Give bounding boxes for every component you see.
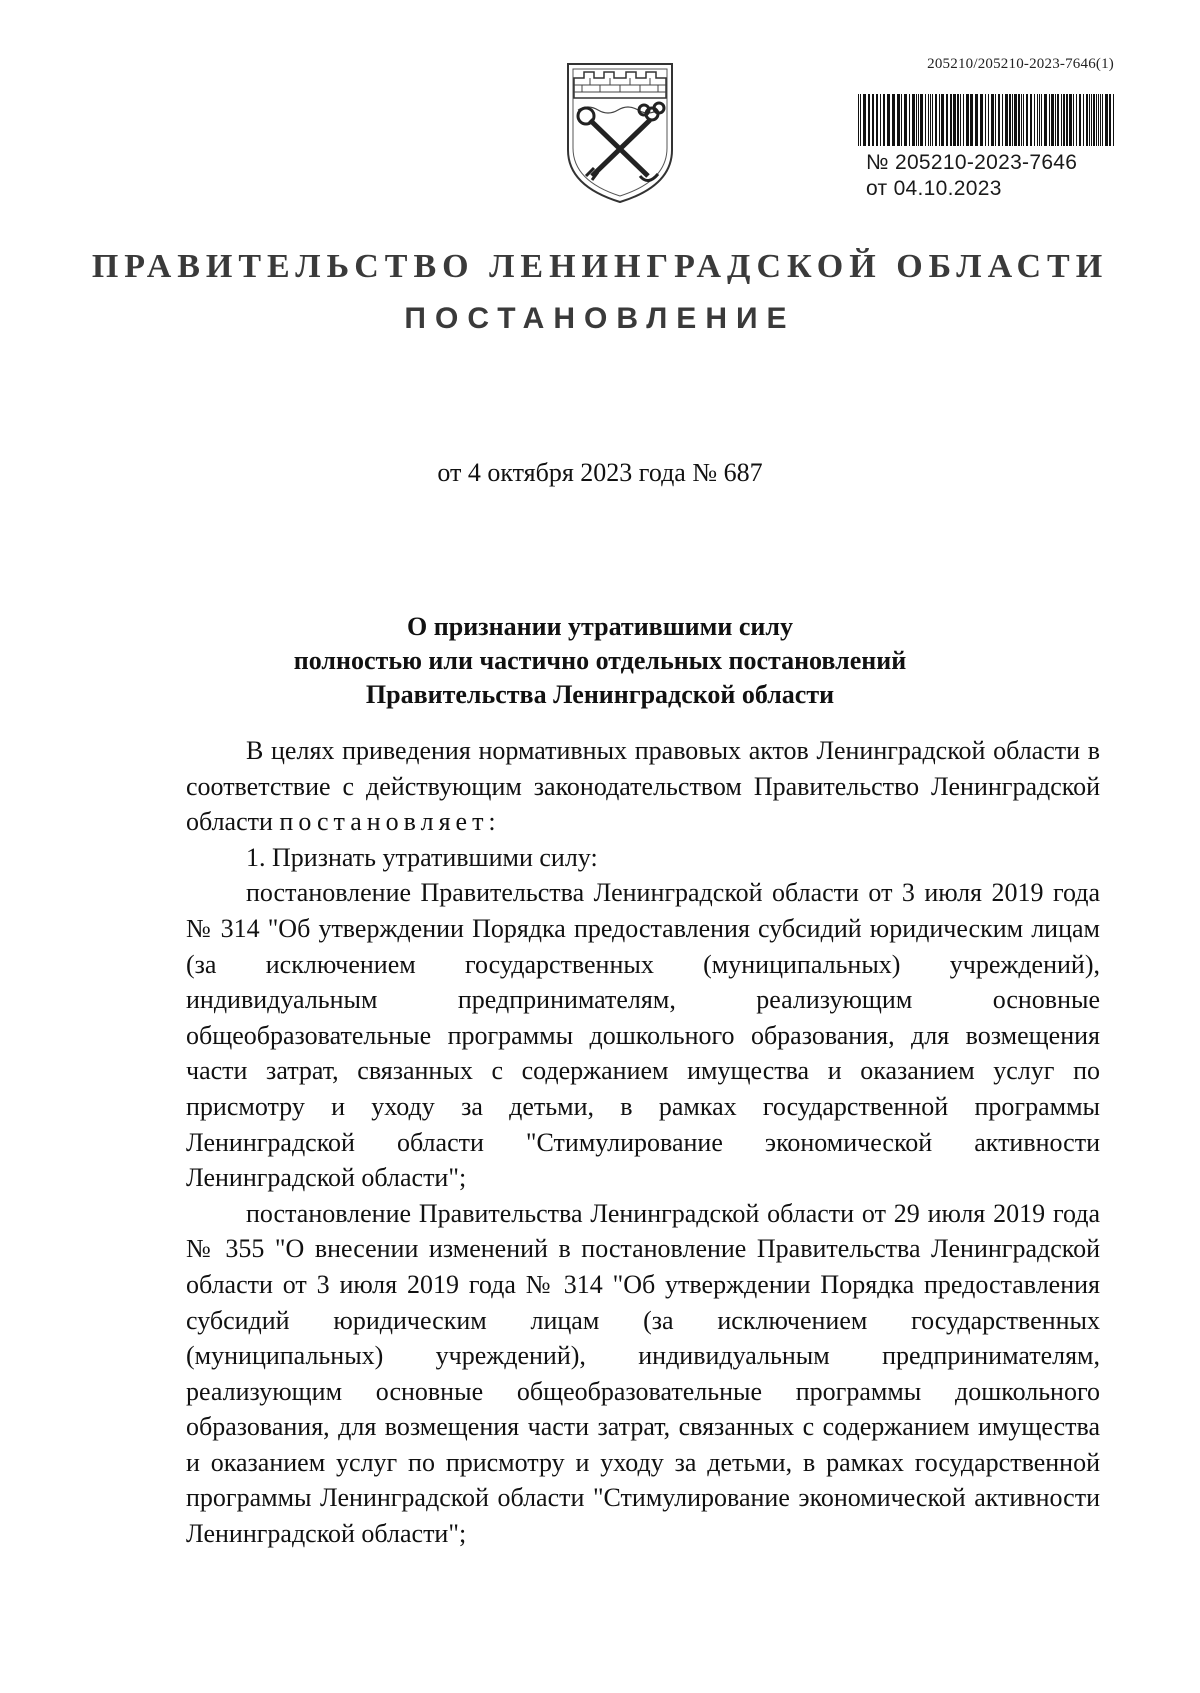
barcode-bar: [1063, 94, 1065, 146]
barcode-bar: [1002, 94, 1003, 146]
document-type: ПОСТАНОВЛЕНИЕ: [404, 302, 796, 335]
preamble-verb: постановляет:: [279, 807, 501, 837]
barcode-bar: [1089, 94, 1090, 146]
barcode-bar: [1091, 94, 1092, 146]
item-1: 1. Признать утратившими силу:: [246, 842, 598, 872]
barcode-bar: [920, 94, 923, 146]
barcode-bar: [1113, 94, 1114, 146]
barcode-bar: [957, 94, 959, 146]
barcode-bar: [960, 94, 961, 146]
barcode-bar: [892, 94, 895, 146]
barcode-bar: [928, 94, 929, 146]
barcode-bar: [868, 94, 870, 146]
barcode-bar: [1086, 94, 1088, 146]
barcode-bar: [880, 94, 881, 146]
barcode-bar: [909, 94, 910, 146]
barcode-bar: [1034, 94, 1035, 146]
barcode-bar: [1073, 94, 1074, 146]
subject-line: Правительства Ленинградской области: [365, 680, 835, 709]
barcode-bar: [1018, 94, 1020, 146]
barcode-bar: [912, 94, 915, 146]
registration-number: № 205210-2023-7646: [866, 151, 1078, 174]
document-date-number: от 4 октября 2023 года № 687: [437, 458, 763, 487]
barcode-bar: [1096, 94, 1097, 146]
barcode-bar: [1044, 94, 1047, 146]
document-subject: [150, 610, 1050, 712]
barcode-bar: [1030, 94, 1032, 146]
barcode-bar: [883, 94, 885, 146]
barcode-bar: [1021, 94, 1022, 146]
barcode-bar: [998, 94, 1000, 146]
barcode-bar: [1023, 94, 1024, 146]
barcode-bar: [1076, 94, 1077, 146]
government-title: ПРАВИТЕЛЬСТВО ЛЕНИНГРАДСКОЙ ОБЛАСТИ: [91, 248, 1109, 285]
registration-date: от 04.10.2023: [866, 177, 1002, 200]
barcode-bar: [930, 94, 931, 146]
barcode-bar: [991, 94, 994, 146]
barcode-bar: [1009, 94, 1011, 146]
barcode-bar: [1066, 94, 1068, 146]
coat-of-arms-icon: [560, 58, 680, 206]
barcode-bar: [863, 94, 866, 146]
barcode-bar: [916, 94, 917, 146]
preamble-paragraph: [186, 733, 1100, 840]
barcode-bar: [932, 94, 933, 146]
barcode-bar: [975, 94, 978, 146]
repealed-act-paragraph-2: постановление Правительства Ленинградской области от 29 июля 2019 года № 355 "О внесении изменений в постановление Правительства Ленинградской области от 3 июля 2019 года № 314 "Об утверждении Порядка предоставления субсидий юридическим лицам (за исключением государственных (муниципальных) учреждений), индивидуальным предпринимателям, реализующим основные общеобразовательные программы дошкольного образования, для возмещения части затрат, связанных с содержанием имущества и оказанием услуг по присмотру и уходу за детьми, в рамках государственной программы Ленинградской области "Стимулирование экономической активности Ленинградской области";: [186, 1198, 1100, 1549]
barcode-bar: [1051, 94, 1054, 146]
barcode-bar: [1037, 94, 1038, 146]
barcode-bar: [1049, 94, 1050, 146]
barcode-bar: [995, 94, 996, 146]
barcode-bar: [925, 94, 926, 146]
barcode-bar: [950, 94, 952, 146]
barcode-icon: [858, 94, 1116, 146]
barcode-bar: [860, 94, 861, 146]
barcode-bar: [887, 94, 890, 146]
barcode-bar: [1026, 94, 1028, 146]
barcode-bar: [941, 94, 944, 146]
barcode-bar: [1014, 94, 1017, 146]
barcode-bar: [1098, 94, 1099, 146]
barcode-bar: [858, 94, 859, 146]
barcode-bar: [1041, 94, 1042, 146]
barcode-bar: [963, 94, 964, 146]
barcode-bar: [1083, 94, 1084, 146]
barcode-bar: [918, 94, 919, 146]
barcode-bar: [1102, 94, 1103, 146]
barcode-bar: [1100, 94, 1101, 146]
barcode-bar: [876, 94, 878, 146]
barcode-bar: [935, 94, 937, 146]
document-body: [186, 733, 1100, 1552]
barcode-bar: [897, 94, 900, 146]
barcode-bar: [1061, 94, 1062, 146]
barcode-bar: [966, 94, 969, 146]
barcode-bar: [1055, 94, 1056, 146]
preamble-text: В целях приведения нормативных правовых актов Ленинградской области в соответствие с действующим законодательством Правительство Ленинградской области: [186, 736, 1100, 837]
barcode-bar: [980, 94, 983, 146]
barcode-bar: [985, 94, 986, 146]
barcode-bar: [1039, 94, 1040, 146]
barcode-bar: [901, 94, 902, 146]
barcode-bar: [953, 94, 956, 146]
barcode-bar: [1079, 94, 1081, 146]
barcode-bar: [1109, 94, 1111, 146]
barcode-bar: [904, 94, 907, 146]
barcode-bar: [988, 94, 989, 146]
barcode-bar: [1093, 94, 1095, 146]
subject-line: О признании утратившими силу: [407, 612, 793, 641]
registration-code: 205210/205210-2023-7646(1): [927, 56, 1114, 72]
barcode-bar: [872, 94, 874, 146]
barcode-bar: [970, 94, 973, 146]
barcode-bar: [1012, 94, 1013, 146]
barcode-bar: [1005, 94, 1008, 146]
barcode-bar: [1057, 94, 1059, 146]
repealed-act-paragraph-1: постановление Правительства Ленинградской области от 3 июля 2019 года № 314 "Об утверждении Порядка предоставления субсидий юридическим лицам (за исключением государственных (муниципальных) учреждений), индивидуальным предпринимателям, реализующим основные общеобразовательные программы дошкольного образования, для возмещения части затрат, связанных с содержанием имущества и оказанием услуг по присмотру и уходу за детьми, в рамках государственной программы Ленинградской области "Стимулирование экономической активности Ленинградской области";: [186, 878, 1100, 1193]
barcode-bar: [1069, 94, 1072, 146]
subject-line: полностью или частично отдельных постановлений: [293, 646, 907, 675]
barcode-bar: [946, 94, 948, 146]
barcode-bar: [1105, 94, 1108, 146]
barcode-bar: [939, 94, 940, 146]
